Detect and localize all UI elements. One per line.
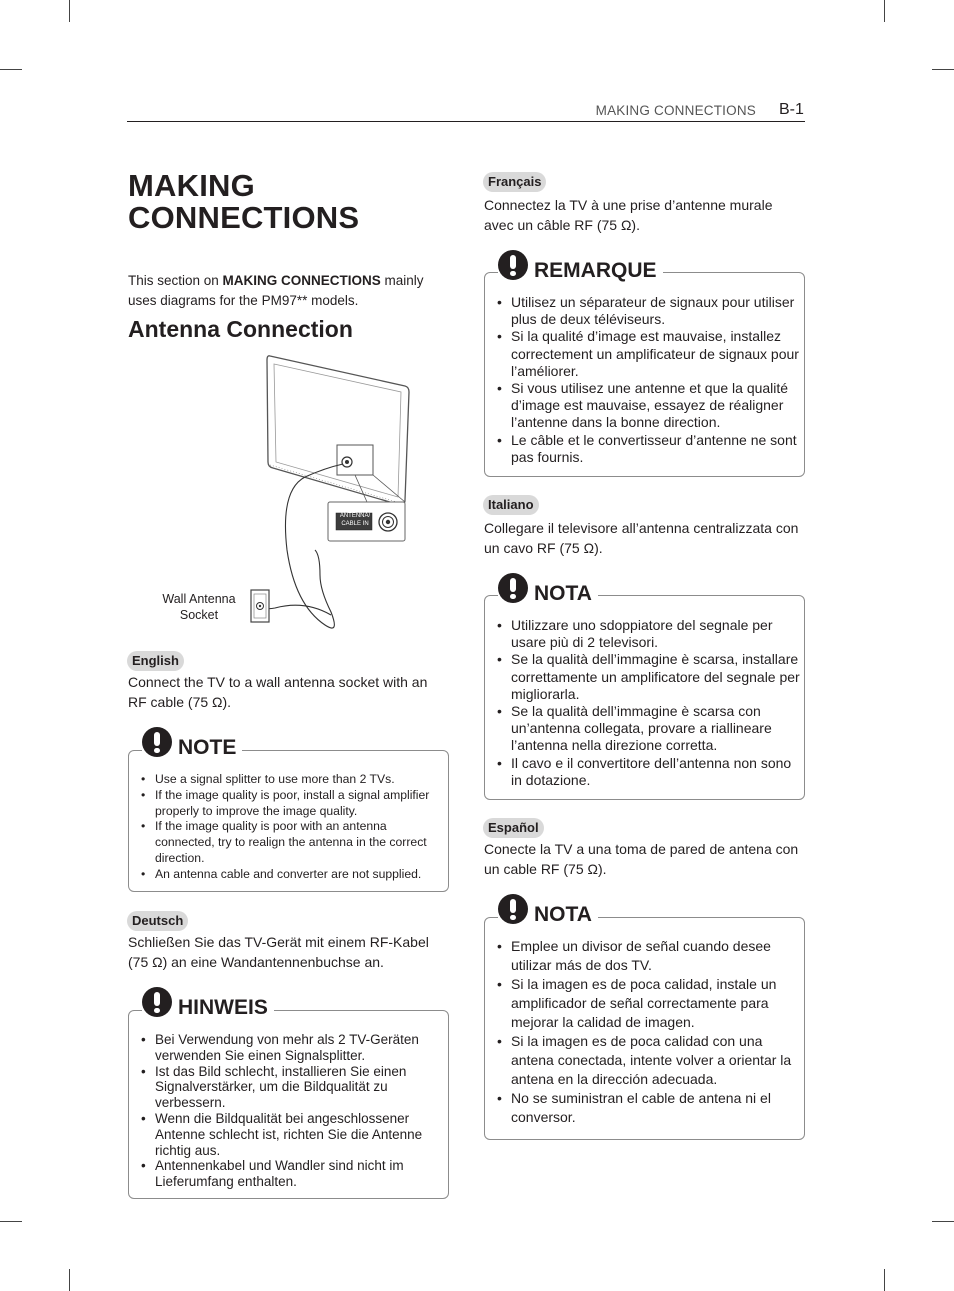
note-label: NOTE xyxy=(178,736,237,759)
lang-tag-italiano: Italiano xyxy=(483,495,539,515)
lang-tag-francais: Français xyxy=(483,172,546,192)
note-box-espanol xyxy=(484,917,805,1140)
exclamation-icon xyxy=(142,987,172,1017)
note-item: • Antennenkabel und Wandler sind nicht im Lieferumfang enthalten. xyxy=(141,1158,445,1190)
note-box-italiano xyxy=(484,595,805,800)
note-item: • If the image quality is poor, install a signal amplifier properly to improve the image quality. xyxy=(141,788,443,820)
note-box-deutsch xyxy=(128,1010,449,1199)
note-item: • Si vous utilisez une antenne et que la qualité d’image est mauvaise, essayez de réaligner l’antenne dans la bonne direction. xyxy=(497,380,799,432)
note-item: • Si la imagen es de poca calidad con una antena conectada, intente volver a orientar la antena en la dirección adecuada. xyxy=(497,1032,797,1089)
port-label xyxy=(337,513,373,528)
note-list-francais xyxy=(497,294,799,466)
exclamation-icon xyxy=(142,727,172,757)
note-list-english xyxy=(141,772,443,883)
note-label: HINWEIS xyxy=(178,996,268,1019)
crop-mark xyxy=(932,69,954,70)
english-text: Connect the TV to a wall antenna socket with an RF cable (75 Ω). xyxy=(128,674,428,710)
note-item: • Il cavo e il convertitore dell’antenna non sono in dotazione. xyxy=(497,755,801,789)
crop-mark xyxy=(884,0,885,22)
crop-mark xyxy=(932,1221,954,1222)
exclamation-icon xyxy=(498,250,528,280)
exclamation-icon xyxy=(498,573,528,603)
note-box-english xyxy=(128,750,449,892)
note-item: • Si la qualité d’image est mauvaise, installez correctement un amplificateur de signaux pour l’améliorer. xyxy=(497,328,799,380)
note-item: • No se suministran el cable de antena ni el conversor. xyxy=(497,1089,797,1127)
intro-bold: MAKING CONNECTIONS xyxy=(222,273,381,288)
deutsch-text: Schließen Sie das TV-Gerät mit einem RF-Kabel (75 Ω) an eine Wandantennenbuchse an. xyxy=(128,934,429,970)
exclamation-icon xyxy=(498,894,528,924)
note-item: • Si la imagen es de poca calidad, instale un amplificador de señal correctamente para mejorar la calidad de imagen. xyxy=(497,975,797,1032)
crop-mark xyxy=(0,69,22,70)
port-label-line-1: ANTENNA/ xyxy=(339,513,371,519)
header-section-title: MAKING CONNECTIONS xyxy=(595,103,756,118)
note-label: NOTA xyxy=(534,903,592,926)
note-list-espanol xyxy=(497,937,797,1127)
francais-text: Connectez la TV à une prise d’antenne murale avec un câble RF (75 Ω). xyxy=(484,197,773,233)
antenna-connection-diagram xyxy=(155,350,415,645)
intro-paragraph xyxy=(128,271,448,310)
crop-mark xyxy=(884,1269,885,1291)
lang-tag-espanol: Español xyxy=(483,818,544,838)
note-item: • Wenn die Bildqualität bei angeschlossener Antenne schlecht ist, richten Sie die Antenne richtig aus. xyxy=(141,1111,445,1158)
note-item: • Bei Verwendung von mehr als 2 TV-Geräten verwenden Sie einen Signalsplitter. xyxy=(141,1032,445,1064)
note-header-english xyxy=(142,727,242,757)
intro-after: mainly uses diagrams for the PM97** models. xyxy=(128,273,424,308)
note-header-italiano xyxy=(498,573,598,603)
wall-socket-label-line-1: Wall Antenna xyxy=(162,592,236,606)
page-title-line-1: MAKING xyxy=(128,168,255,203)
crop-mark xyxy=(69,1269,70,1291)
page-title-line-2: CONNECTIONS xyxy=(128,200,360,235)
port-label-line-2: CABLE IN xyxy=(341,520,369,527)
lang-tag-deutsch: Deutsch xyxy=(127,911,188,931)
note-list-deutsch xyxy=(141,1032,445,1190)
note-item: • If the image quality is poor with an antenna connected, try to realign the antenna in the correct direction. xyxy=(141,819,443,866)
page-title xyxy=(128,170,359,234)
note-item: • Ist das Bild schlecht, installieren Sie einen Signalverstärker, um die Bildqualität zu verbessern. xyxy=(141,1064,445,1111)
wall-socket-label xyxy=(155,591,243,623)
note-item: • Emplee un divisor de señal cuando desee utilizar más de dos TV. xyxy=(497,937,797,975)
note-label: REMARQUE xyxy=(534,259,657,282)
crop-mark xyxy=(69,0,70,22)
note-list-italiano xyxy=(497,617,801,789)
note-item: • Utilizzare uno sdoppiatore del segnale per usare più di 2 televisori. xyxy=(497,617,801,651)
note-box-francais xyxy=(484,272,805,477)
wall-socket-label-line-2: Socket xyxy=(179,608,219,622)
note-item: • Le câble et le convertisseur d’antenne ne sont pas fournis. xyxy=(497,432,799,466)
note-item: • Use a signal splitter to use more than 2 TVs. xyxy=(141,772,443,788)
section-subtitle: Antenna Connection xyxy=(128,316,353,342)
note-item: • Utilisez un séparateur de signaux pour utiliser plus de deux téléviseurs. xyxy=(497,294,799,328)
note-item: • Se la qualità dell’immagine è scarsa con un’antenna collegata, provare a riallineare l’antenna nella direzione corretta. xyxy=(497,703,801,755)
note-item: • Se la qualità dell’immagine è scarsa, installare correttamente un amplificatore del segnale per migliorarla. xyxy=(497,651,801,703)
espanol-text: Conecte la TV a una toma de pared de antena con un cable RF (75 Ω). xyxy=(484,841,799,877)
intro-before: This section on xyxy=(128,273,223,288)
lang-tag-english: English xyxy=(127,651,184,671)
note-header-deutsch xyxy=(142,987,274,1017)
note-label: NOTA xyxy=(534,582,592,605)
italiano-text: Collegare il televisore all’antenna centralizzata con un cavo RF (75 Ω). xyxy=(484,520,799,556)
header-rule xyxy=(127,121,805,122)
note-item: • An antenna cable and converter are not supplied. xyxy=(141,867,443,883)
page-number: B-1 xyxy=(779,101,804,118)
note-header-espanol xyxy=(498,894,598,924)
crop-mark xyxy=(0,1221,22,1222)
note-header-francais xyxy=(498,250,663,280)
